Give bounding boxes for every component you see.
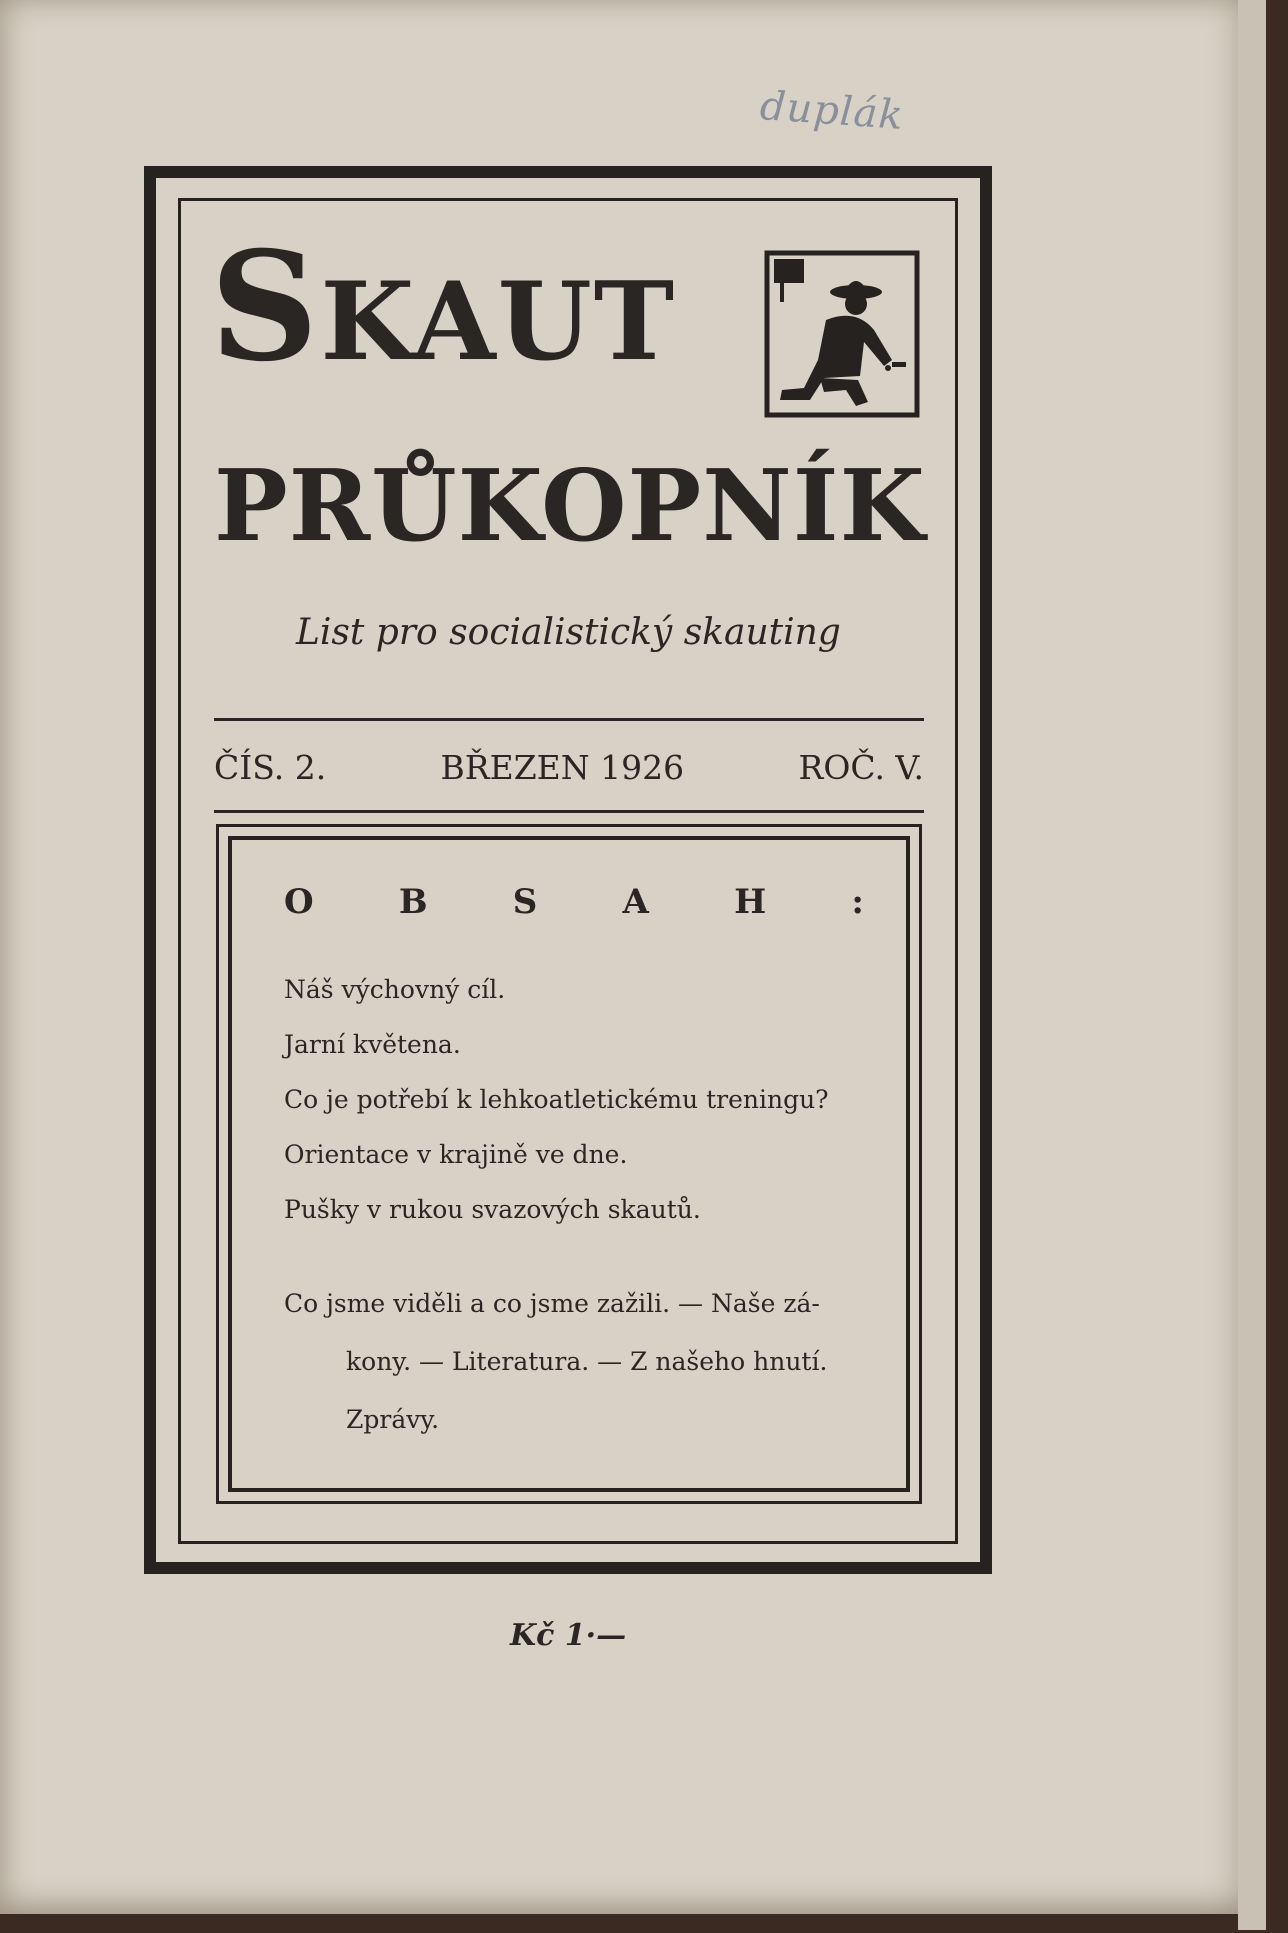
- contents-list: [284, 970, 829, 1245]
- heading-letter: S: [512, 882, 538, 922]
- masthead-title-line2: PRŮKOPNÍK: [214, 449, 926, 564]
- masthead-subtitle: List pro socialistický skauting: [296, 612, 841, 653]
- title-initial: S: [210, 219, 321, 395]
- issue-date: BŘEZEN 1926: [440, 748, 685, 787]
- heading-letter: O: [284, 882, 314, 922]
- title-rest: KAUT: [320, 259, 677, 385]
- contents-sections: [284, 1284, 864, 1440]
- issue-volume: ROČ. V.: [798, 748, 924, 787]
- contents-item: Jarní květena.: [284, 1030, 461, 1059]
- contents-item: Orientace v krajině ve dne.: [284, 1140, 628, 1169]
- heading-letter: A: [622, 882, 649, 922]
- contents-sections-line: Co jsme viděli a co jsme zažili. — Naše zá-: [284, 1289, 820, 1318]
- divider-top: [214, 718, 924, 721]
- heading-letter: B: [398, 882, 428, 922]
- heading-letter: H: [734, 882, 767, 922]
- contents-heading: [284, 882, 864, 922]
- contents-item: Pušky v rukou svazových skautů.: [284, 1195, 701, 1224]
- handwritten-note: duplák: [758, 83, 906, 139]
- contents-sections-line: kony. — Literatura. — Z našeho hnutí.: [346, 1347, 828, 1376]
- masthead-title: [210, 219, 677, 395]
- divider-bottom: [214, 810, 924, 813]
- contents-item: Náš výchovný cíl.: [284, 975, 506, 1004]
- issue-info: [214, 748, 924, 787]
- contents-sections-line: Zprávy.: [346, 1405, 440, 1434]
- heading-letter: :: [851, 882, 864, 922]
- kneeling-scout-icon: [764, 250, 920, 418]
- contents-item: Co je potřebí k lehkoatletickému treningu?: [284, 1085, 829, 1114]
- price-label: Kč 1·—: [510, 1618, 627, 1653]
- sheet-edge: [1238, 0, 1266, 1930]
- issue-number: ČÍS. 2.: [214, 748, 327, 787]
